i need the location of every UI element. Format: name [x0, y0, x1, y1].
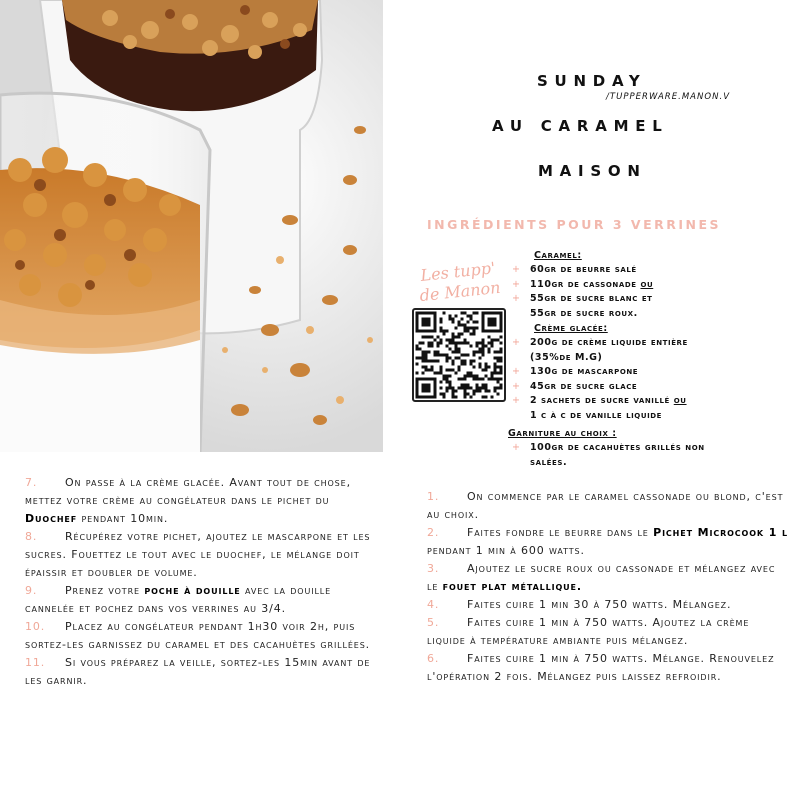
garniture-items: [508, 441, 788, 470]
ingredient-item: [508, 307, 788, 322]
ingredients-heading: INGRÉDIENTS POUR 3 VERRINES: [427, 217, 722, 232]
step-text-after: pendant 10min.: [77, 512, 169, 525]
step-number: 3.: [427, 562, 440, 575]
step-number: 5.: [427, 616, 440, 629]
step-number: 9.: [25, 584, 38, 597]
ingredient-item: [508, 409, 788, 424]
step-number: 10.: [25, 620, 46, 633]
step-text-after: avec la douille cannelée et pochez dans vos verrines au 3/4.: [25, 584, 332, 615]
title-line-3: MAISON: [538, 162, 647, 180]
ingredient-text: salées.: [530, 456, 568, 468]
caramel-items: [508, 263, 788, 321]
ingredient-text: 45gr de sucre glace: [530, 380, 638, 392]
steps-right-column: [427, 488, 789, 686]
bullet-icon: +: [512, 337, 521, 348]
dessert-photo: [0, 0, 383, 452]
step-text: Faites cuire 1 min 30 à 750 watts. Mélangez.: [467, 598, 732, 611]
ingredient-text: 110gr de cassonade: [530, 278, 641, 290]
step-item: [427, 596, 789, 614]
ingredient-item: [508, 365, 788, 380]
bullet-icon: +: [512, 278, 521, 290]
ingredient-item: [508, 263, 788, 278]
step-item: [427, 524, 789, 560]
bullet-icon: +: [512, 366, 521, 377]
bullet-icon: +: [512, 293, 521, 304]
steps-left-column: [25, 474, 373, 690]
ingredient-item: [508, 351, 788, 366]
qr-code-icon[interactable]: [412, 308, 506, 402]
ingredient-item: [508, 380, 788, 395]
ingredient-item: [508, 336, 788, 351]
ingredient-text: 100gr de cacahuètes grillés non: [530, 442, 705, 453]
step-number: 6.: [427, 652, 440, 665]
step-item: [25, 618, 373, 654]
ingredient-text: 55gr de sucre roux.: [530, 307, 638, 319]
title-line-2: AU CARAMEL: [492, 117, 669, 135]
step-text: Ajoutez le sucre roux ou cassonade et mélangez avec le: [427, 562, 776, 593]
ingredient-text: 2 sachets de sucre vanillé: [530, 395, 674, 406]
caramel-title: Caramel:: [534, 250, 582, 261]
step-text: Faites fondre le beurre dans le: [467, 526, 654, 539]
ingredient-item: [508, 394, 788, 409]
step-number: 11.: [25, 656, 46, 669]
creme-items: [508, 336, 788, 423]
step-item: [25, 528, 373, 582]
ingredient-or: ou: [673, 395, 687, 406]
step-number: 7.: [25, 476, 38, 489]
ingredient-item: [508, 278, 788, 293]
bullet-icon: +: [512, 395, 521, 406]
step-text: On passe à la crème glacée. Avant tout de chose, mettez votre crème au congélateur dans le pichet du: [25, 476, 351, 507]
step-text: Récupérez votre pichet, ajoutez le mascarpone et les sucres. Fouettez le tout avec le duochef, le mélange doit épaissir et doubler de volume.: [25, 530, 371, 579]
step-text: Prenez votre: [65, 584, 145, 597]
step-text: Si vous préparez la veille, sortez-les 15min avant de les garnir.: [25, 656, 371, 687]
step-item: [25, 654, 373, 690]
step-item: [25, 582, 373, 618]
step-number: 8.: [25, 530, 38, 543]
step-item: [427, 614, 789, 650]
ingredients-list: [508, 248, 788, 470]
step-item: [427, 488, 789, 524]
step-tool: poche à douille: [144, 584, 241, 597]
bullet-icon: +: [512, 264, 521, 275]
step-tool: Pichet Microcook 1 l: [653, 526, 788, 539]
step-tool: Duochef: [25, 512, 78, 525]
step-number: 4.: [427, 598, 440, 611]
step-tool: fouet plat métallique.: [442, 580, 582, 593]
ingredient-or: ou: [640, 278, 654, 290]
step-text: Placez au congélateur pendant 1h30 voir 2h, puis sortez-les garnissez du caramel et des cacahuètes grillées.: [25, 620, 371, 651]
brand-logo: [408, 257, 510, 307]
bullet-icon: +: [512, 442, 521, 453]
instagram-handle: /TUPPERWARE.MANON.V: [606, 92, 731, 102]
ingredient-item: [508, 456, 788, 471]
step-number: 2.: [427, 526, 440, 539]
step-item: [427, 560, 789, 596]
step-number: 1.: [427, 490, 440, 503]
ingredient-text: (35%de M.G): [530, 351, 603, 363]
creme-title: Crème glacée:: [534, 323, 608, 334]
step-item: [25, 474, 373, 528]
ingredient-text: 1 c à c de vanille liquide: [530, 409, 662, 421]
brand-line-1: Les tupp': [419, 258, 497, 285]
brand-line-2: de Manon: [418, 277, 502, 306]
ingredient-text: 55gr de sucre blanc et: [530, 293, 653, 304]
ingredient-item: [508, 441, 788, 456]
ingredient-text: 60gr de beurre salé: [530, 264, 637, 275]
step-item: [427, 650, 789, 686]
step-text: On commence par le caramel cassonade ou blond, c'est au choix.: [427, 490, 784, 521]
step-text: Faites cuire 1 min à 750 watts. Mélange. Renouvelez l'opération 2 fois. Mélangez puis laissez refroidir.: [427, 652, 775, 683]
garniture-title: Garniture au choix :: [508, 428, 617, 439]
ingredient-item: [508, 292, 788, 307]
step-text-after: pendant 1 min à 600 watts.: [427, 544, 585, 557]
bullet-icon: +: [512, 380, 521, 392]
ingredient-text: 200g de crème liquide entière: [530, 337, 688, 348]
title-line-1: SUNDAY: [537, 72, 647, 90]
step-text: Faites cuire 1 min à 750 watts. Ajoutez la crème liquide à température ambiante puis mélangez.: [427, 616, 750, 647]
ingredient-text: 130g de mascarpone: [530, 366, 639, 377]
